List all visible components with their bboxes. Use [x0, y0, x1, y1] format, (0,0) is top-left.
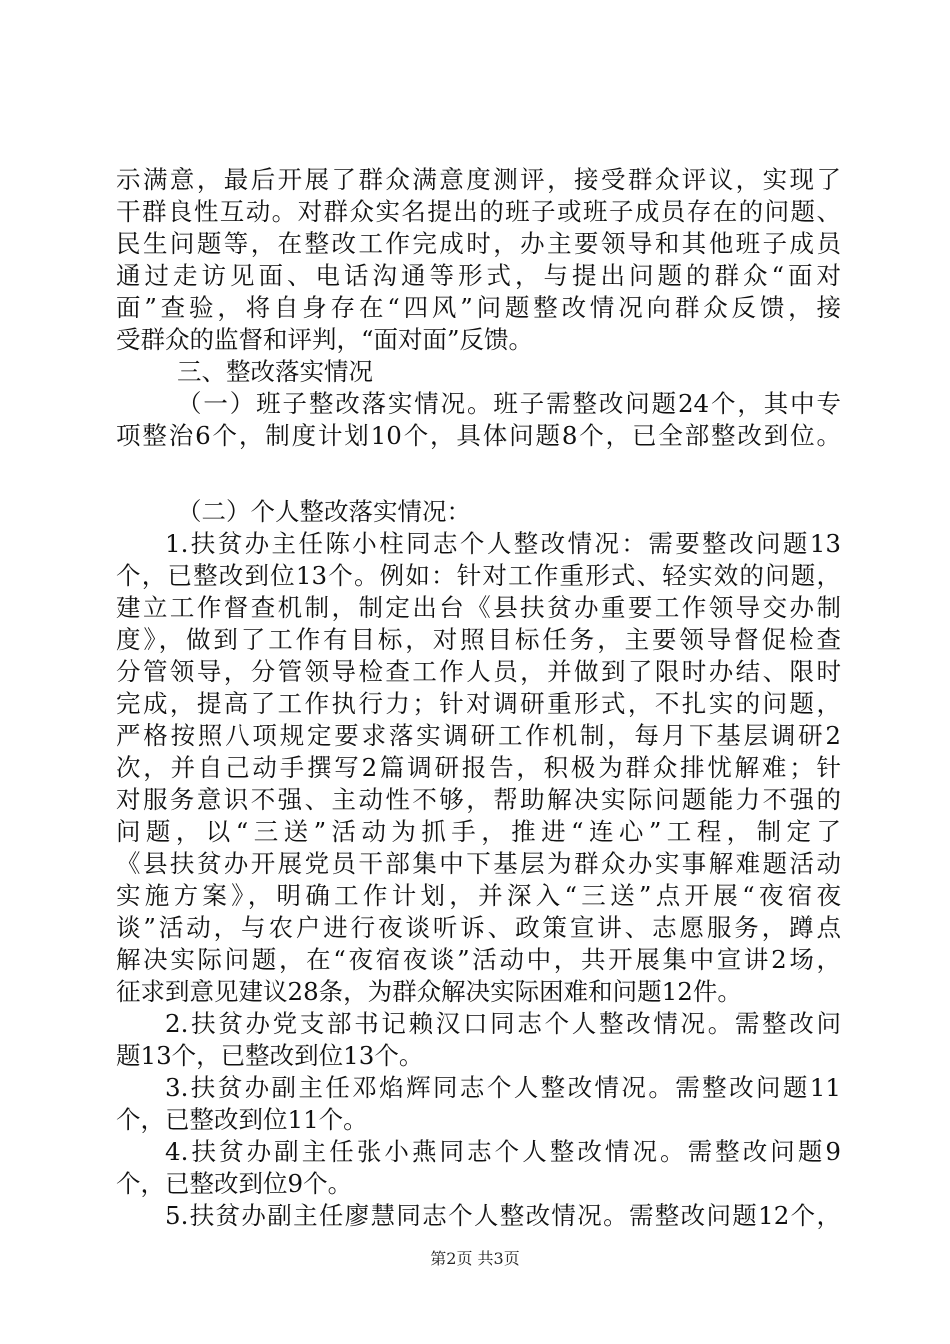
page-number-footer: 第2页 共3页	[430, 1249, 520, 1268]
text-line: 严格按照八项规定要求落实调研工作机制，每月下基层调研2	[116, 721, 841, 750]
text-line: 面”查验，将自身存在“四风”问题整改情况向群众反馈，接	[116, 293, 841, 322]
heading-line: 三、整改落实情况	[177, 357, 373, 386]
text-line: 4.扶贫办副主任张小燕同志个人整改情况。需整改问题9	[165, 1137, 841, 1166]
text-line: 征求到意见建议28条，为群众解决实际困难和问题12件。	[116, 977, 742, 1006]
text-line: 分管领导，分管领导检查工作人员，并做到了限时办结、限时	[116, 657, 841, 686]
paragraph-feedback	[116, 164, 841, 356]
text-line: 3.扶贫办副主任邓焰辉同志个人整改情况。需整改问题11	[165, 1073, 841, 1102]
body-text	[116, 164, 841, 1232]
text-line: 个，已整改到位13个。例如：针对工作重形式、轻实效的问题，	[116, 561, 841, 590]
text-line: 1.扶贫办主任陈小柱同志个人整改情况：需要整改问题13	[165, 529, 841, 558]
paragraph-team-rectification	[116, 388, 841, 452]
text-line: 谈”活动，与农户进行夜谈听诉、政策宣讲、志愿服务，蹲点	[116, 913, 841, 942]
text-line: 个，已整改到位11个。	[116, 1105, 368, 1134]
text-line: 2.扶贫办党支部书记赖汉口同志个人整改情况。需整改问	[165, 1009, 841, 1038]
text-line: 民生问题等，在整改工作完成时，办主要领导和其他班子成员	[116, 229, 841, 258]
text-line: 干群良性互动。对群众实名提出的班子或班子成员存在的问题、	[116, 197, 841, 226]
text-line: 通过走访见面、电话沟通等形式，与提出问题的群众“面对	[116, 261, 841, 290]
paragraph-item-5	[116, 1200, 841, 1232]
text-line: （二）个人整改落实情况：	[177, 497, 471, 526]
text-line: 建立工作督查机制，制定出台《县扶贫办重要工作领导交办制	[116, 593, 841, 622]
text-line: 实施方案》，明确工作计划，并深入“三送”点开展“夜宿夜	[116, 881, 841, 910]
text-line: 度》，做到了工作有目标，对照目标任务，主要领导督促检查	[116, 625, 841, 654]
paragraph-gap	[116, 452, 841, 496]
text-line: 个，已整改到位9个。	[116, 1169, 353, 1198]
text-line: 问题，以“三送”活动为抓手，推进“连心”工程，制定了	[116, 817, 841, 846]
text-line: 完成，提高了工作执行力；针对调研重形式，不扎实的问题，	[116, 689, 841, 718]
text-line: 项整治6个，制度计划10个，具体问题8个，已全部整改到位。	[116, 421, 841, 450]
text-line: 《县扶贫办开展党员干部集中下基层为群众办实事解难题活动	[116, 849, 841, 878]
text-line: 次，并自己动手撰写2篇调研报告，积极为群众排忧解难；针	[116, 753, 841, 782]
paragraph-item-2	[116, 1008, 841, 1072]
text-line: （一）班子整改落实情况。班子需整改问题24个，其中专	[177, 389, 841, 418]
section-heading	[116, 356, 841, 388]
text-line: 解决实际问题，在“夜宿夜谈”活动中，共开展集中宣讲2场，	[116, 945, 841, 974]
text-line: 受群众的监督和评判，“面对面”反馈。	[116, 325, 534, 354]
text-line: 题13个，已整改到位13个。	[116, 1041, 424, 1070]
paragraph-item-4	[116, 1136, 841, 1200]
paragraph-personal-heading	[116, 496, 841, 528]
paragraph-item-3	[116, 1072, 841, 1136]
text-line: 示满意，最后开展了群众满意度测评，接受群众评议，实现了	[116, 165, 841, 194]
text-line: 5.扶贫办副主任廖慧同志个人整改情况。需整改问题12个，	[165, 1201, 841, 1230]
paragraph-item-1	[116, 528, 841, 1008]
text-line: 对服务意识不强、主动性不够，帮助解决实际问题能力不强的	[116, 785, 841, 814]
